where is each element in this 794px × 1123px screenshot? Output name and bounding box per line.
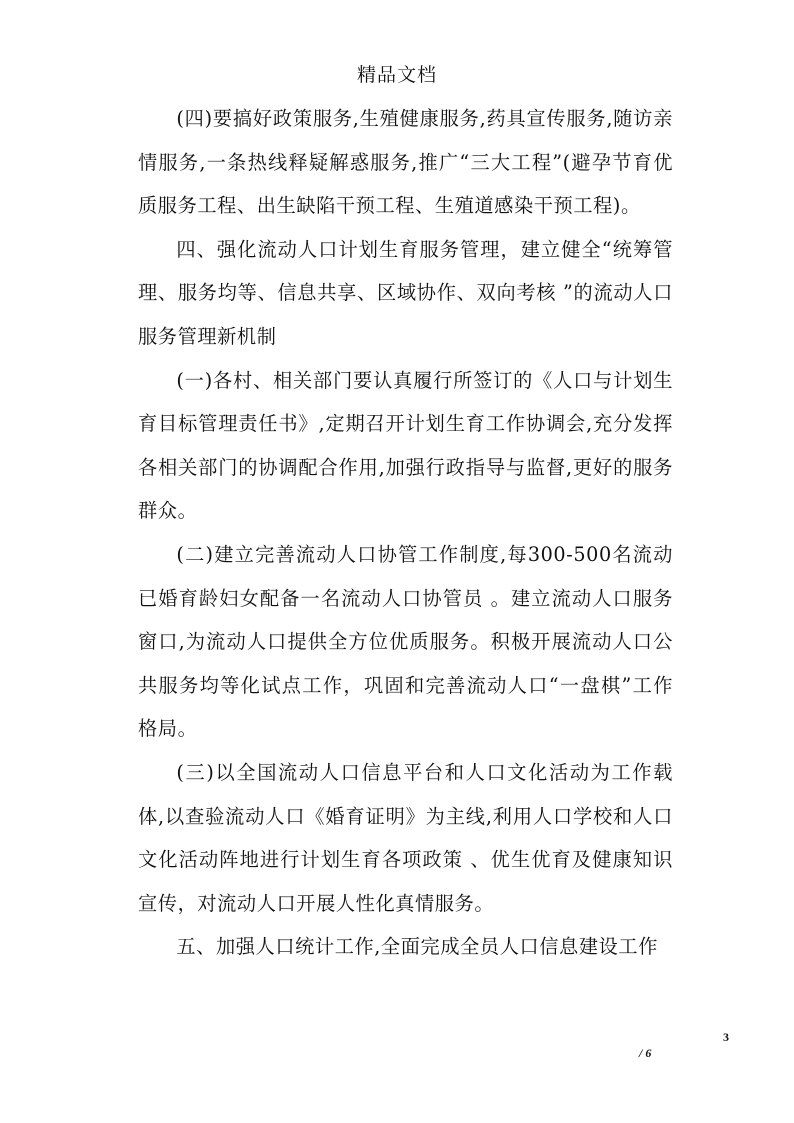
paragraph-heading-5: 五、加强人口统计工作,全面完成全员人口信息建设工作 — [176, 935, 658, 959]
paragraph-item-2: (二)建立完善流动人口协管工作制度,每300-500名流动已婚育龄妇女配备一名流动人口协管员 。建立流动人口服务窗口,为流动人口提供全方位优质服务。积极开展流动人口公共服务均等化试点工作，巩固和完善流动人口“一盘棋”工作格局。 — [138, 542, 673, 741]
page-number: 3 — [723, 1030, 729, 1044]
paragraph-heading-4: 四、强化流动人口计划生育服务管理，建立健全“统筹管理、服务均等、信息共享、区域协作、双向考核 ”的流动人口服务管理新机制 — [138, 237, 673, 348]
document-header-title: 精品文档 — [356, 64, 437, 86]
document-body — [138, 97, 673, 969]
paragraph-item-1: (一)各村、相关部门要认真履行所签订的《人口与计划生育目标管理责任书》,定期召开计划生育工作协调会,充分发挥各相关部门的协调配合作用,加强行政指导与监督,更好的服务群众。 — [138, 368, 673, 523]
paragraph-section-4-item: (四)要搞好政策服务,生殖健康服务,药具宣传服务,随访亲情服务,一条热线释疑解惑服务,推广“三大工程”(避孕节育优质服务工程、出生缺陷干预工程、生殖道感染干预工程)。 — [138, 107, 673, 218]
page-total: / 6 — [639, 1046, 652, 1060]
paragraph-item-3: (三)以全国流动人口信息平台和人口文化活动为工作载体,以查验流动人口《婚育证明》为主线,利用人口学校和人口文化活动阵地进行计划生育各项政策 、优生优育及健康知识宣传，对流动人口开展人性化真情服务。 — [138, 760, 673, 915]
